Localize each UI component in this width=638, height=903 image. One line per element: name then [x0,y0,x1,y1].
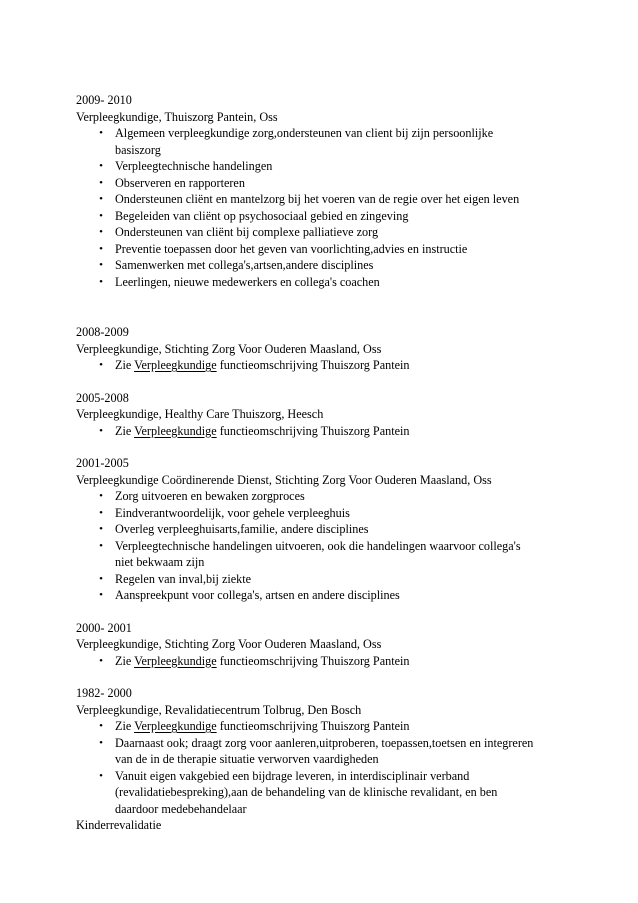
list-item-text: Verpleegtechnische handelingen [115,159,273,173]
verpleegkundige-link[interactable]: Verpleegkundige [134,423,217,438]
bullet-icon: • [99,359,103,371]
list-item-text: Overleg verpleeghuisarts,familie, andere disciplines [115,522,369,536]
list-item-text: Verpleegtechnische handelingen uitvoeren, ook die handelingen waarvoor collega's [115,538,521,553]
list-item [76,587,576,604]
section-role: Verpleegkundige, Stichting Zorg Voor Ouderen Maasland, Oss [76,637,382,651]
list-item-text: Ondersteunen van cliënt bij complexe palliatieve zorg [115,225,379,239]
duties-list [76,357,576,374]
experience-section [76,324,576,374]
list-item-text: Eindverantwoordelijk, voor gehele verpleeghuis [115,505,350,520]
footer-text: Kinderrevalidatie [76,818,162,832]
list-item [76,158,576,175]
section-spacer [76,604,576,620]
list-item: • Zie Verpleegkundige functieomschrijving Thuiszorg Pantein [76,718,576,735]
list-item [76,241,576,258]
list-item-text: Observeren en rapporteren [115,175,245,190]
list-item-text: basiszorg [115,142,161,157]
section-role: Verpleegkundige, Stichting Zorg Voor Ouderen Maasland, Oss [76,341,382,356]
section-years: 2001-2005 [76,456,129,470]
list-item [76,735,576,768]
list-item-text: Begeleiden van cliënt op psychosociaal gebied en zingeving [115,208,409,223]
duties-list [76,125,576,290]
list-item [76,191,576,208]
list-item-text: (revalidatiebespreking),aan de behandeling van de klinische revalidant, en ben [115,785,498,799]
list-item-text: Leerlingen, nieuwe medewerkers en collega's coachen [115,274,380,289]
list-item-text: Zorg uitvoeren en bewaken zorgproces [115,489,305,503]
list-item-text: Ondersteunen cliënt en mantelzorg bij het voeren van de regie over het eigen leven [115,192,520,206]
duties-list [76,488,576,604]
list-item [76,175,576,192]
bullet-icon: • [99,539,103,552]
section-years: 2005-2008 [76,390,129,405]
bullet-icon: • [99,193,103,205]
bullet-icon: • [99,259,103,271]
list-item: • Zie Verpleegkundige functieomschrijving Thuiszorg Pantein [76,357,576,374]
list-item [76,125,576,158]
bullet-icon: • [99,226,103,238]
bullet-icon: • [99,490,103,502]
list-item-text: Aanspreekpunt voor collega's, artsen en andere disciplines [115,588,400,602]
list-item-text: Vanuit eigen vakgebied een bijdrage leveren, in interdisciplinair verband [115,768,470,783]
bullet-icon: • [99,424,103,437]
experience-section [76,390,576,440]
bullet-icon: • [99,242,103,255]
list-item-text: niet bekwaam zijn [115,555,205,569]
section-role: Verpleegkundige Coördinerende Dienst, Stichting Zorg Voor Ouderen Maasland, Oss [76,472,492,487]
bullet-icon: • [99,769,103,782]
section-years: 2009- 2010 [76,93,132,107]
list-item [76,257,576,274]
duties-list [76,423,576,440]
bullet-icon: • [99,654,103,667]
bullet-icon: • [99,127,103,139]
list-item: • Zie Verpleegkundige functieomschrijving Thuiszorg Pantein [76,423,576,440]
bullet-icon: • [99,736,103,749]
section-role: Verpleegkundige, Thuiszorg Pantein, Oss [76,109,278,124]
list-item [76,768,576,818]
section-years: 2000- 2001 [76,620,132,635]
bullet-icon: • [99,176,103,189]
section-years: 1982- 2000 [76,686,132,700]
list-item-text: Preventie toepassen door het geven van voorlichting,advies en instructie [115,241,468,256]
list-item-text: daardoor medebehandelaar [115,801,247,816]
bullet-icon: • [99,572,103,585]
bullet-icon: • [99,720,103,732]
list-item-text: Daarnaast ook; draagt zorg voor aanleren,uitproberen, toepassen,toetsen en integreren [115,735,534,750]
bullet-icon: • [99,506,103,519]
list-item [76,488,576,505]
list-item [76,571,576,588]
bullet-icon: • [99,160,103,172]
cv-content [76,92,576,834]
bullet-icon: • [99,589,103,601]
list-item-text: van de in de therapie situatie verworven vaardigheden [115,752,379,766]
section-spacer [76,669,576,685]
list-item [76,538,576,571]
duties-list [76,653,576,670]
list-item-text: Algemeen verpleegkundige zorg,ondersteunen van client bij zijn persoonlijke [115,126,494,140]
list-item-text: Samenwerken met collega's,artsen,andere disciplines [115,258,374,272]
duties-list [76,718,576,817]
section-role: Verpleegkundige, Healthy Care Thuiszorg, Heesch [76,407,324,421]
list-item: • Zie Verpleegkundige functieomschrijving Thuiszorg Pantein [76,653,576,670]
list-item [76,274,576,291]
experience-section [76,620,576,670]
bullet-icon: • [99,209,103,222]
list-item-text: Regelen van inval,bij ziekte [115,571,252,586]
experience-section [76,92,576,290]
experience-section [76,685,576,817]
section-spacer [76,290,576,324]
bullet-icon: • [99,275,103,288]
verpleegkundige-link[interactable]: Verpleegkundige [134,358,217,372]
bullet-icon: • [99,523,103,535]
list-item [76,224,576,241]
verpleegkundige-link[interactable]: Verpleegkundige [134,653,217,668]
list-item [76,521,576,538]
section-role: Verpleegkundige, Revalidatiecentrum Tolbrug, Den Bosch [76,702,362,717]
experience-section [76,455,576,604]
list-item [76,208,576,225]
verpleegkundige-link[interactable]: Verpleegkundige [134,719,217,733]
section-spacer [76,439,576,455]
list-item [76,505,576,522]
section-spacer [76,374,576,390]
section-years: 2008-2009 [76,325,129,339]
